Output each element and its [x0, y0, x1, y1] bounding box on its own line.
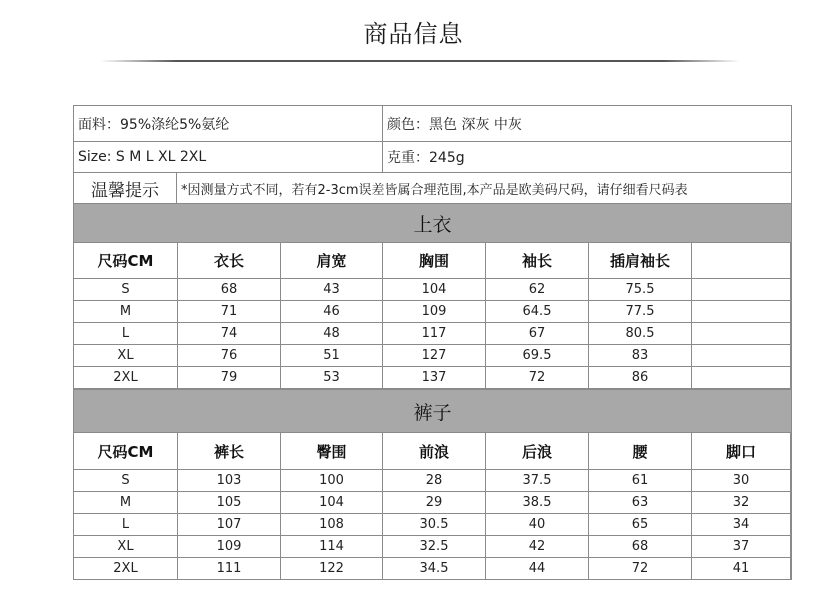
table-cell: 122: [281, 558, 383, 580]
table-cell: S: [74, 470, 178, 492]
table-cell: 69.5: [486, 345, 589, 367]
table-row: [74, 470, 791, 492]
table-header: 腰: [589, 433, 692, 470]
table-header: 前浪: [383, 433, 486, 470]
table-cell: 104: [383, 279, 486, 301]
table-cell: 63: [589, 492, 692, 514]
table-cell: [692, 279, 791, 301]
table-cell: 37.5: [486, 470, 589, 492]
top-header-row: [74, 243, 791, 279]
table-cell: 64.5: [486, 301, 589, 323]
table-cell: 34.5: [383, 558, 486, 580]
table-cell: [692, 367, 791, 389]
page-title: 商品信息: [363, 20, 464, 48]
table-header: 插肩袖长: [589, 243, 692, 279]
table-header: 后浪: [486, 433, 589, 470]
table-cell: 46: [281, 301, 383, 323]
table-header: 脚口: [692, 433, 791, 470]
table-cell: 108: [281, 514, 383, 536]
table-cell: 107: [178, 514, 281, 536]
table-cell: 43: [281, 279, 383, 301]
table-cell: 68: [589, 536, 692, 558]
table-header: 尺码CM: [74, 243, 178, 279]
table-cell: 65: [589, 514, 692, 536]
table-cell: 71: [178, 301, 281, 323]
table-cell: 76: [178, 345, 281, 367]
table-cell: 77.5: [589, 301, 692, 323]
table-cell: 42: [486, 536, 589, 558]
table-cell: 80.5: [589, 323, 692, 345]
table-cell: S: [74, 279, 178, 301]
table-header: 肩宽: [281, 243, 383, 279]
table-cell: 53: [281, 367, 383, 389]
table-cell: 29: [383, 492, 486, 514]
table-cell: 127: [383, 345, 486, 367]
table-cell: L: [74, 514, 178, 536]
table-cell: 34: [692, 514, 791, 536]
table-cell: 75.5: [589, 279, 692, 301]
table-cell: 37: [692, 536, 791, 558]
table-cell: M: [74, 492, 178, 514]
color-info: 颜色：黑色 深灰 中灰: [382, 106, 789, 141]
table-cell: 40: [486, 514, 589, 536]
table-cell: 104: [281, 492, 383, 514]
pants-header-row: [74, 433, 791, 470]
table-header: 袖长: [486, 243, 589, 279]
table-cell: 105: [178, 492, 281, 514]
table-header: 胸围: [383, 243, 486, 279]
tip-text: *因测量方式不同，若有2-3cm误差皆属合理范围,本产品是欧美码尺码，请仔细看尺码表: [176, 173, 789, 203]
table-row: [74, 492, 791, 514]
weight-info: 克重：245g: [382, 142, 789, 172]
table-cell: 44: [486, 558, 589, 580]
table-cell: 137: [383, 367, 486, 389]
table-cell: 111: [178, 558, 281, 580]
table-cell: 51: [281, 345, 383, 367]
table-cell: 72: [589, 558, 692, 580]
top-size-table: [73, 242, 791, 389]
table-cell: L: [74, 323, 178, 345]
info-row-fabric-color: [74, 105, 791, 141]
table-cell: 114: [281, 536, 383, 558]
table-cell: M: [74, 301, 178, 323]
table-row: [74, 345, 791, 367]
table-header: 臀围: [281, 433, 383, 470]
table-cell: 103: [178, 470, 281, 492]
table-cell: 109: [383, 301, 486, 323]
pants-section-title: 裤子: [74, 389, 791, 432]
table-cell: 67: [486, 323, 589, 345]
table-row: [74, 536, 791, 558]
table-cell: 74: [178, 323, 281, 345]
table-cell: 32.5: [383, 536, 486, 558]
table-cell: [692, 323, 791, 345]
table-cell: 2XL: [74, 367, 178, 389]
table-cell: 30.5: [383, 514, 486, 536]
tip-label: 温馨提示: [91, 180, 159, 201]
table-cell: 79: [178, 367, 281, 389]
info-row-tip: [74, 172, 791, 203]
table-cell: 109: [178, 536, 281, 558]
table-cell: 30: [692, 470, 791, 492]
table-cell: 61: [589, 470, 692, 492]
table-cell: 117: [383, 323, 486, 345]
size-sheet: [73, 105, 792, 580]
table-cell: 38.5: [486, 492, 589, 514]
info-row-size-weight: [74, 141, 791, 172]
table-header: 衣长: [178, 243, 281, 279]
table-cell: 41: [692, 558, 791, 580]
table-cell: XL: [74, 536, 178, 558]
table-cell: XL: [74, 345, 178, 367]
table-row: [74, 323, 791, 345]
table-cell: 72: [486, 367, 589, 389]
table-row: [74, 367, 791, 389]
top-section-title: 上衣: [74, 203, 791, 242]
table-cell: 2XL: [74, 558, 178, 580]
table-header: 裤长: [178, 433, 281, 470]
pants-size-table: [73, 432, 791, 580]
table-header: 尺码CM: [74, 433, 178, 470]
table-row: [74, 514, 791, 536]
table-cell: 100: [281, 470, 383, 492]
fabric-info: 面料：95%涤纶5%氨纶: [78, 116, 230, 133]
table-header: [692, 243, 791, 279]
table-row: [74, 279, 791, 301]
table-cell: 28: [383, 470, 486, 492]
table-cell: 48: [281, 323, 383, 345]
size-info: Size: S M L XL 2XL: [78, 149, 207, 165]
table-row: [74, 301, 791, 323]
table-cell: [692, 301, 791, 323]
table-cell: 32: [692, 492, 791, 514]
table-cell: 68: [178, 279, 281, 301]
table-row: [74, 558, 791, 580]
table-cell: 86: [589, 367, 692, 389]
table-cell: 83: [589, 345, 692, 367]
table-cell: [692, 345, 791, 367]
table-cell: 62: [486, 279, 589, 301]
title-divider: [100, 60, 740, 62]
